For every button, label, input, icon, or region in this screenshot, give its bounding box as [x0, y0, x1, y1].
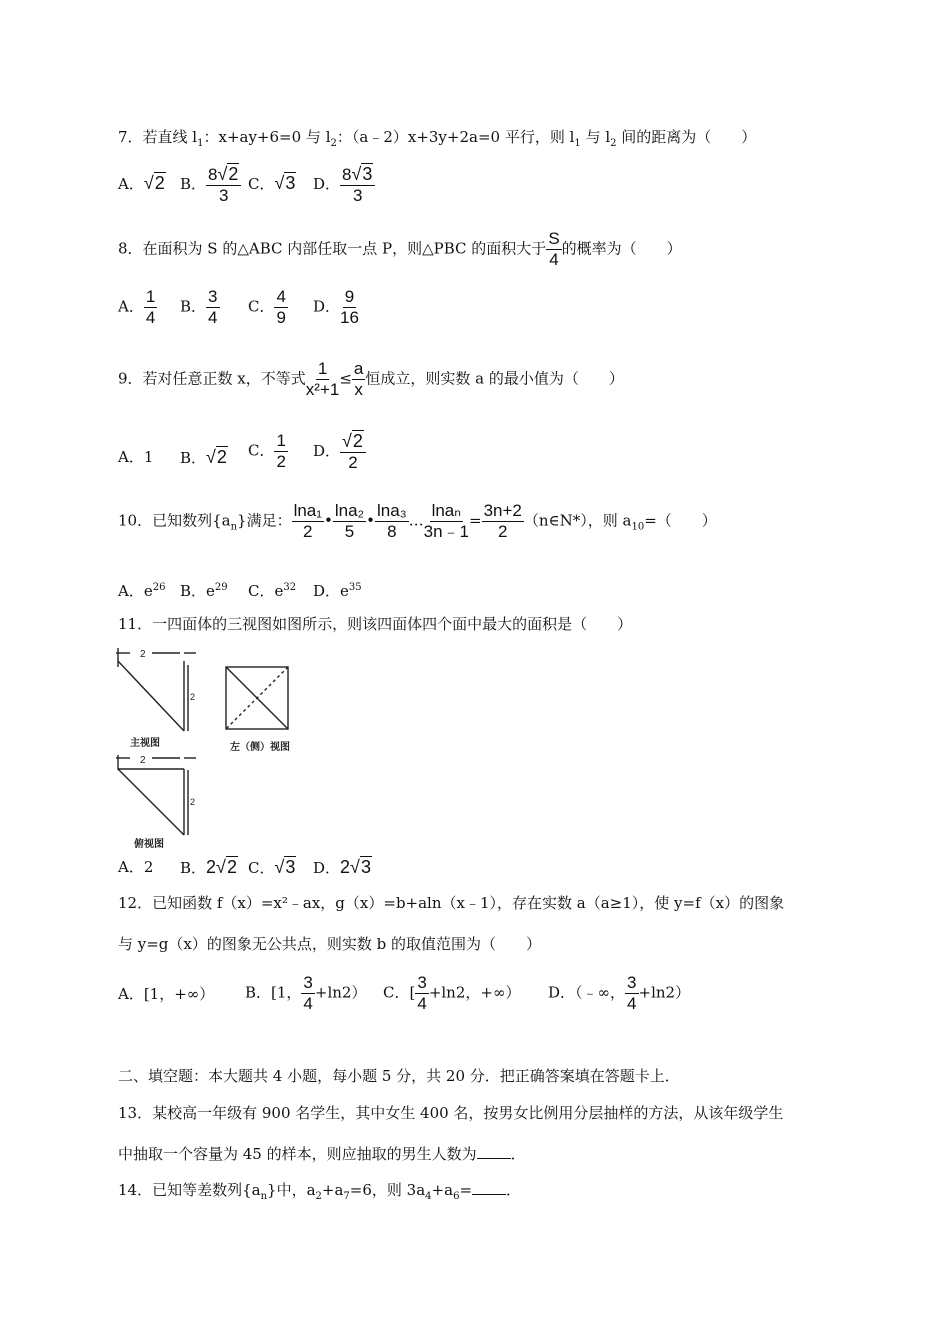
q7-option-a[interactable]: A．√2: [118, 173, 165, 193]
q8-option-d[interactable]: D． $\frac{9}{16}$: [313, 287, 359, 327]
q9-stem: 9．若对任意正数 x，不等式 $\frac{1}{\text{x²+1}}$ ≤ $\frac{a}{x}$ 恒成立，则实数 a 的最小值为（ ）: [118, 359, 624, 399]
front-dim-label: 2: [140, 649, 146, 660]
q14-answer-blank[interactable]: [472, 1180, 506, 1195]
q11-stem: 11．一四面体的三视图如图所示，则该四面体四个面中最大的面积是（ ）: [118, 615, 633, 633]
q11-option-a[interactable]: A．2: [118, 858, 154, 876]
q7-option-b[interactable]: B． $\frac{8√2}{3}$: [180, 165, 241, 205]
sqrt-sign: √2: [143, 173, 165, 193]
q10-option-b[interactable]: B．$e^{29}$: [180, 582, 228, 600]
q14-stem: 14．已知等差数列$\{a_n\}$中，$a_2+a_7=6$，则 $3a_4+a_6=$ ．: [118, 1181, 522, 1202]
q12-option-d[interactable]: D．（﹣∞， $\frac{3}{4}$ +ln2）: [548, 973, 691, 1013]
q12-stem-line2: 与 y=g（x）的图象无公共点，则实数 b 的取值范围为（ ）: [118, 935, 542, 953]
q8-stem: 8．在面积为 S 的△ABC 内部任取一点 P，则△PBC 的面积大于 $\frac{S}{4}$ 的概率为（ ）: [118, 229, 682, 269]
q13-stem-line1: 13．某校高一年级有 900 名学生，其中女生 400 名，按男女比例用分层抽样的方法，从该年级学生: [118, 1104, 784, 1122]
q7-option-c[interactable]: C．√3: [248, 173, 296, 193]
q11-option-d[interactable]: D．2√3: [313, 857, 371, 877]
front-dim-label-vertical: 2: [190, 692, 196, 702]
q10-stem: 10．已知数列$\{a_n\}$满足： $\frac{\text{lna₁}}{2}$ • $\frac{\text{lna₂}}{5}$ • $\frac{\text{lna₃}}{8}$ … $\frac{\text{lnaₙ}}{3n﹣1}$ = $\frac{3n+2}{2}$ （n∈N*），则 $a_{10}=$（ ）: [118, 501, 717, 541]
top-view: [116, 755, 196, 835]
q9-option-a[interactable]: A．1: [118, 448, 154, 466]
side-view-label: 左（侧）视图: [230, 742, 290, 753]
q10-option-d[interactable]: D．$e^{35}$: [313, 582, 362, 600]
front-view: [116, 648, 196, 731]
q13-answer-blank[interactable]: [477, 1144, 511, 1159]
q11-option-c[interactable]: C．√3: [248, 857, 296, 877]
q7-option-d[interactable]: D． $\frac{8√3}{3}$: [313, 165, 375, 205]
q10-option-a[interactable]: A．$e^{26}$: [118, 582, 166, 600]
q13-stem-line2: 中抽取一个容量为 45 的样本，则应抽取的男生人数为 ．: [118, 1145, 526, 1163]
q8-option-c[interactable]: C． $\frac{4}{9}$: [248, 287, 286, 327]
q12-option-b[interactable]: B．[1， $\frac{3}{4}$ +ln2）: [245, 973, 367, 1013]
q7-stem: 7．若直线 $l_1$：x+ay+6=0 与 $l_2$：（a﹣2）x+3y+2a=0 平行，则 $l_1$ 与 $l_2$ 间的距离为（ ）: [118, 128, 757, 149]
top-dim-label: 2: [140, 755, 146, 766]
q12-option-a[interactable]: A．[1，+∞）: [118, 985, 215, 1003]
q8-option-a[interactable]: A． $\frac{1}{4}$: [118, 287, 156, 327]
q11-option-b[interactable]: B．2√2: [180, 857, 237, 877]
q10-option-c[interactable]: C．$e^{32}$: [248, 582, 297, 600]
q9-option-c[interactable]: C． $\frac{1}{2}$: [248, 431, 286, 471]
front-view-label: 主视图: [130, 738, 160, 749]
section-2-heading: 二、填空题：本大题共 4 小题，每小题 5 分，共 20 分．把正确答案填在答题卡上．: [118, 1067, 680, 1085]
q12-stem-line1: 12．已知函数 f（x）=x²﹣ax，g（x）=b+aln（x﹣1），存在实数 a（a≥1），使 y=f（x）的图象: [118, 894, 785, 912]
q9-option-b[interactable]: B．√2: [180, 447, 227, 467]
top-view-label: 俯视图: [134, 839, 164, 850]
three-view-figure: [112, 645, 297, 850]
q12-option-c[interactable]: C．[ $\frac{3}{4}$ +ln2，+∞）: [383, 973, 521, 1013]
q8-option-b[interactable]: B． $\frac{3}{4}$: [180, 287, 218, 327]
top-dim-label-vertical: 2: [190, 797, 196, 807]
side-view: [226, 667, 288, 729]
q9-option-d[interactable]: D． $\frac{√2}{2}$: [313, 432, 366, 472]
